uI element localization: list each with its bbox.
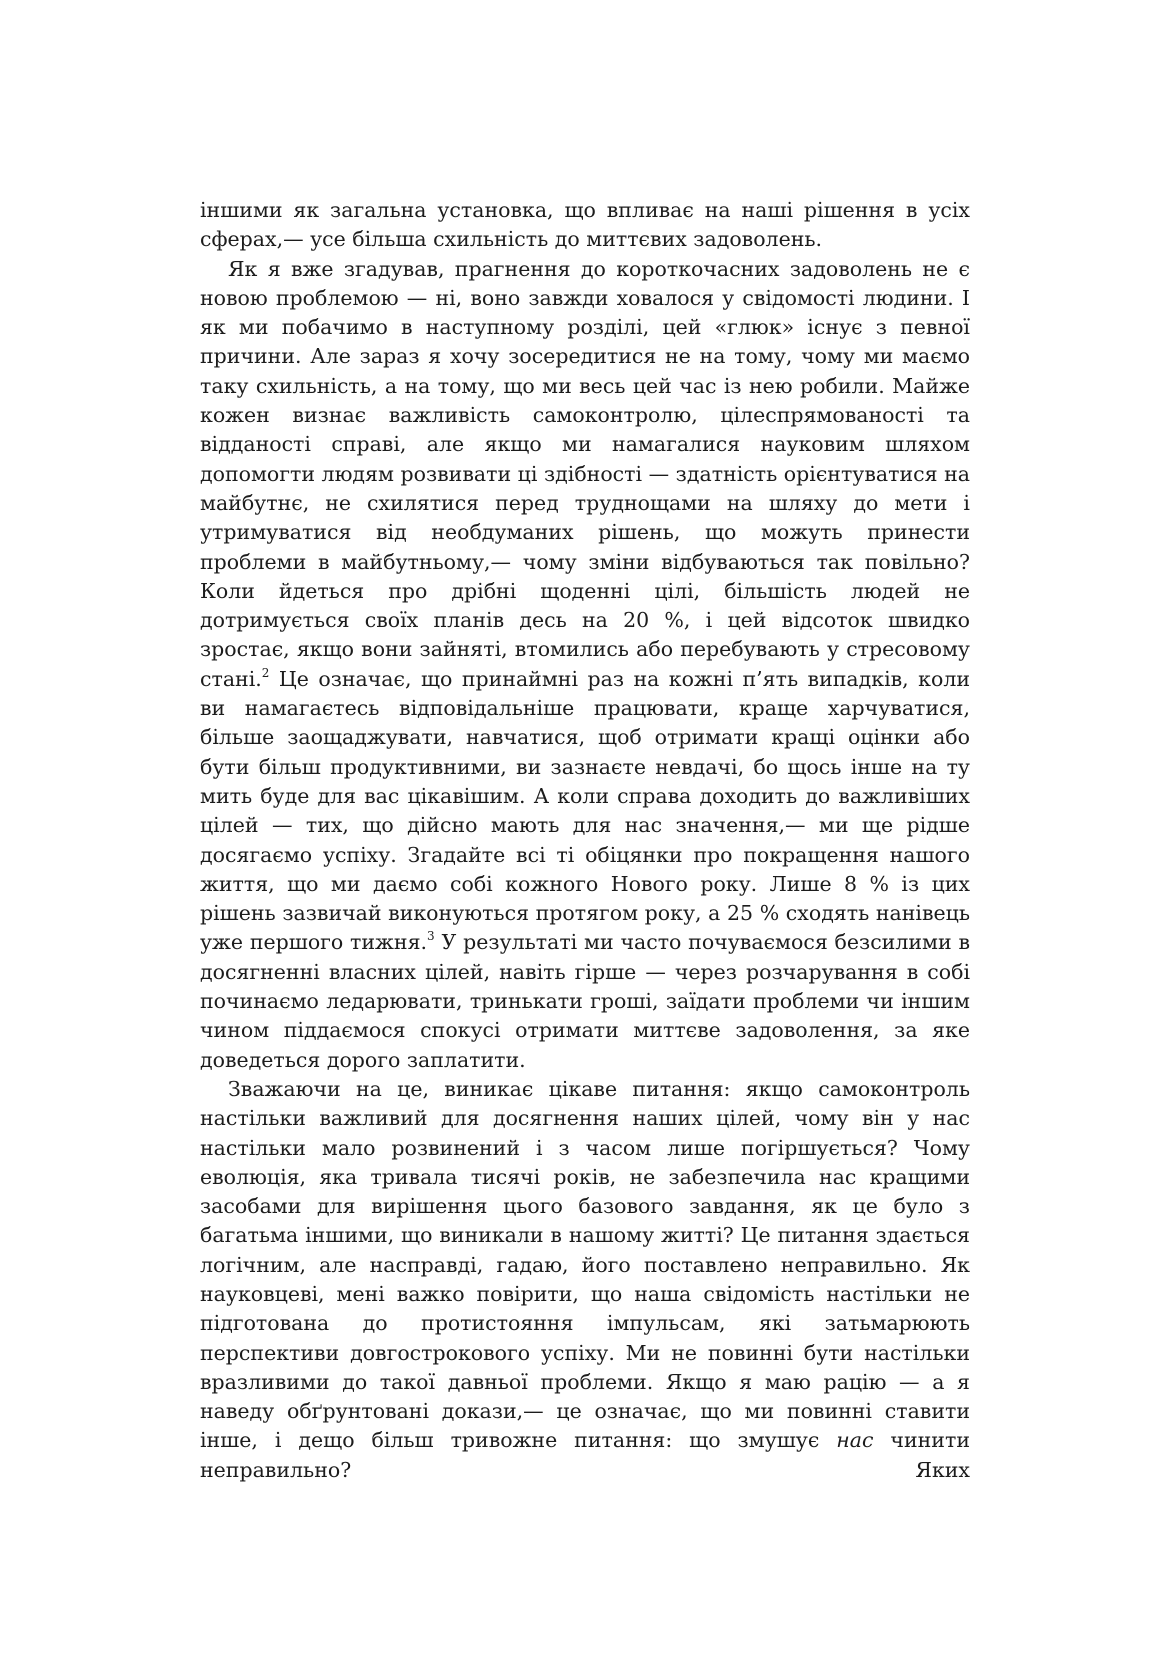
paragraph-text: іншими як загальна установка, що впливає на наші рішення в усіх сферах,— усе більша схильність до миттєвих задоволень. [200,198,970,252]
paragraph-text: Це означає, що принаймні раз на кожні п’ять випадків, коли ви намагаєтесь відповідальніше працювати, краще харчуватися, більше заощаджувати, навчатися, щоб отримати кращі оцінки або бути більш продуктивними, ви зазнаєте невдачі, бо щось інше на ту мить буде для вас цікавішим. А коли справа доходить до важливіших цілей — тих, що дійсно мають для нас значення,— ми ще рідше досягаємо успіху. Згадайте всі ті обіцянки про покращення нашого життя, що ми даємо собі кожного Нового року. Лише 8 % із цих рішень зазвичай виконуються протягом року, а 25 % сходять нанівець уже першого тижня. [200,666,970,955]
emphasis-text: нас [836,1428,874,1453]
paragraph [200,255,970,1075]
paragraph-continued [200,196,970,255]
footnote-marker[interactable]: 2 [261,665,270,680]
paragraph-text: У результаті ми часто почуваємося безсилими в досягненні власних цілей, навіть гірше — через розчарування в собі починаємо ледарювати, тринькати гроші, заїдати проблеми чи іншим чином піддаємося спокусі отримати миттєве задоволення, за яке доведеться дорого заплатити. [200,930,970,1072]
paragraph [200,1075,970,1485]
paragraph-text: Зважаючи на це, виникає цікаве питання: якщо самоконтроль настільки важливий для досягнення наших цілей, чому він у нас настільки мало розвинений і з часом лише погіршується? Чому еволюція, яка тривала тисячі років, не забезпечила нас кращими засобами для вирішення цього базового завдання, як це було з багатьма іншими, що виникали в нашому житті? Це питання здається логічним, але насправді, гадаю, його поставлено неправильно. Як науковцеві, мені важко повірити, що наша свідомість настільки не підготована до протистояння імпульсам, які затьмарюють перспективи довгострокового успіху. Ми не повинні бути настільки вразливими до такої давньої проблеми. Якщо я маю рацію — а я наведу обґрунтовані докази,— це означає, що ми повинні ставити інше, і дещо більш тривожне питання: що змушує [200,1076,970,1453]
paragraph-text: Як я вже згадував, прагнення до короткочасних задоволень не є новою проблемою — ні, воно завжди ховалося у свідомості людини. І як ми побачимо в наступному розділі, цей «глюк» існує з певної причини. Але зараз я хочу зосередитися не на тому, чому ми маємо таку схильність, а на тому, що ми весь цей час із нею робили. Майже кожен визнає важливість самоконтролю, цілеспрямованості та відданості справі, але якщо ми намагалися науковим шляхом допомогти людям розвивати ці здібності — здатність орієнтуватися на майбутнє, не схилятися перед труднощами на шляху до мети і утримуватися від необдуманих рішень, що можуть принести проблеми в майбутньому,— чому зміни відбуваються так повільно? Коли йдеться про дрібні щоденні цілі, більшість людей не дотримується своїх планів десь на 20 %, і цей відсоток швидко зростає, якщо вони зайняті, втомились або перебувають у стресовому стані. [200,256,970,691]
footnote-marker[interactable]: 3 [427,929,435,944]
paragraph-text: чинити неправильно? Яких [200,1428,970,1482]
page-body [200,196,970,1485]
